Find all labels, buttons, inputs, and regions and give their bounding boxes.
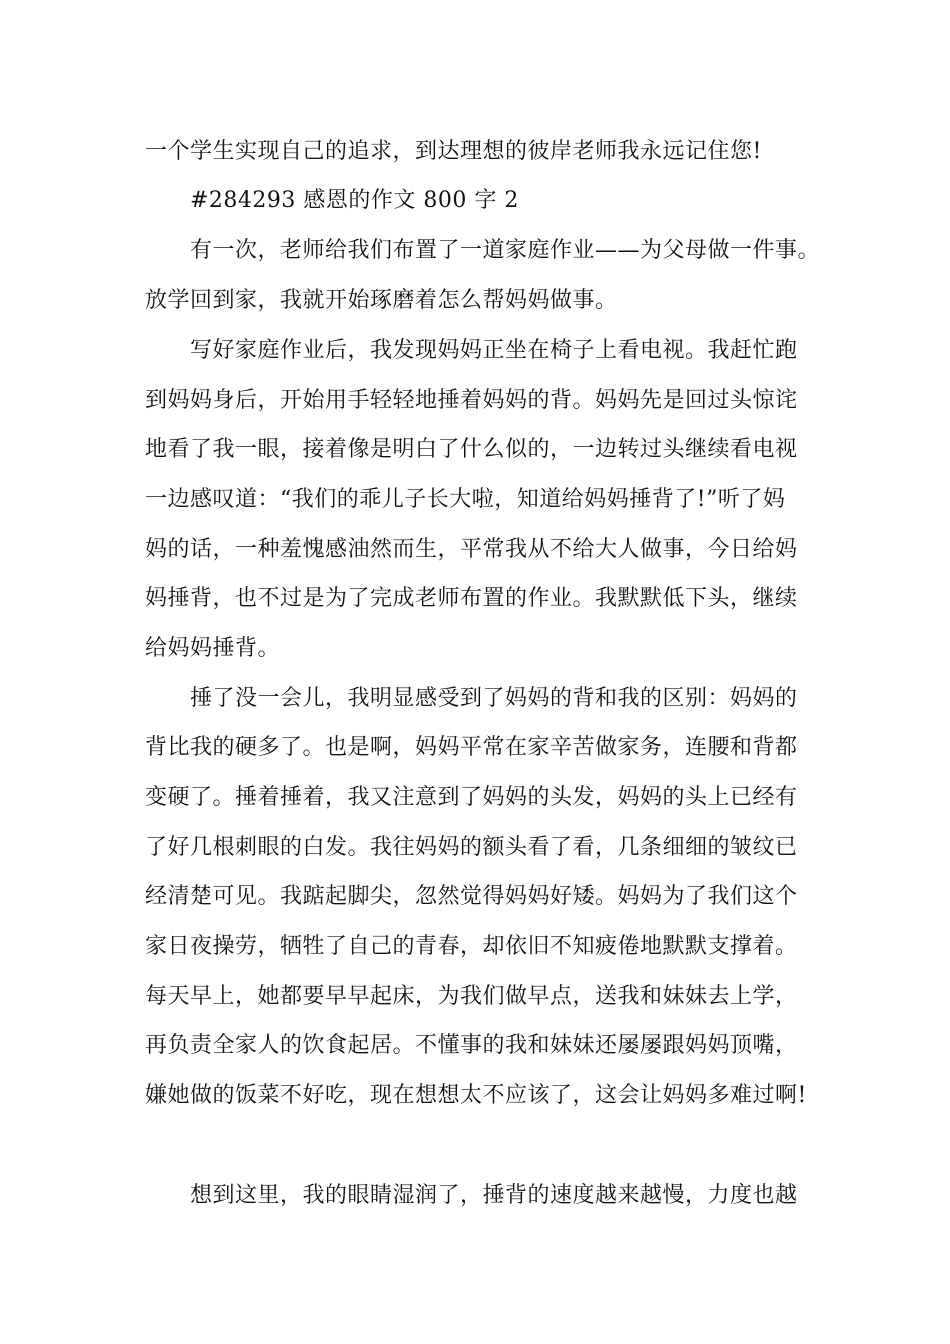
- text-line: 经清楚可见。我踮起脚尖，忽然觉得妈妈好矮。妈妈为了我们这个: [145, 884, 798, 909]
- text-line: 妈捶背，也不过是为了完成老师布置的作业。我默默低下头，继续: [145, 586, 798, 611]
- text-line: 嫌她做的饭菜不好吃，现在想想太不应该了，这会让妈妈多难过啊!: [145, 1083, 807, 1108]
- text-line: 到妈妈身后，开始用手轻轻地捶着妈妈的背。妈妈先是回过头惊诧: [145, 388, 798, 413]
- text-line: 了好几根刺眼的白发。我往妈妈的额头看了看，几条细细的皱纹已: [145, 835, 798, 860]
- text-line: 一边感叹道：“我们的乖儿子长大啦，知道给妈妈捶背了!”听了妈: [145, 487, 786, 512]
- text-line: 变硬了。捶着捶着，我又注意到了妈妈的头发，妈妈的头上已经有: [145, 785, 798, 810]
- text-line: 捶了没一会儿，我明显感受到了妈妈的背和我的区别：妈妈的: [190, 686, 798, 711]
- text-line: 有一次，老师给我们布置了一道家庭作业——为父母做一件事。: [190, 238, 821, 263]
- text-line: 一个学生实现自己的追求，到达理想的彼岸老师我永远记住您!: [145, 139, 762, 164]
- text-line: 写好家庭作业后，我发现妈妈正坐在椅子上看电视。我赶忙跑: [190, 338, 798, 363]
- text-line: 每天早上，她都要早早起床，为我们做早点，送我和妹妹去上学，: [145, 984, 798, 1009]
- text-line: 地看了我一眼，接着像是明白了什么似的，一边转过头继续看电视: [145, 437, 798, 462]
- text-line: 再负责全家人的饮食起居。不懂事的我和妹妹还屡屡跟妈妈顶嘴，: [145, 1033, 798, 1058]
- text-line: 想到这里，我的眼睛湿润了，捶背的速度越来越慢，力度也越: [190, 1183, 798, 1208]
- text-line: 家日夜操劳，牺牲了自己的青春，却依旧不知疲倦地默默支撑着。: [145, 934, 798, 959]
- text-line: 妈的话，一种羞愧感油然而生，平常我从不给大人做事，今日给妈: [145, 537, 798, 562]
- text-line: 给妈妈捶背。: [145, 636, 281, 661]
- section-heading: #284293 感恩的作文 800 字 2: [190, 188, 519, 213]
- text-line: 放学回到家，我就开始琢磨着怎么帮妈妈做事。: [145, 288, 618, 313]
- text-line: 背比我的硬多了。也是啊，妈妈平常在家辛苦做家务，连腰和背都: [145, 735, 798, 760]
